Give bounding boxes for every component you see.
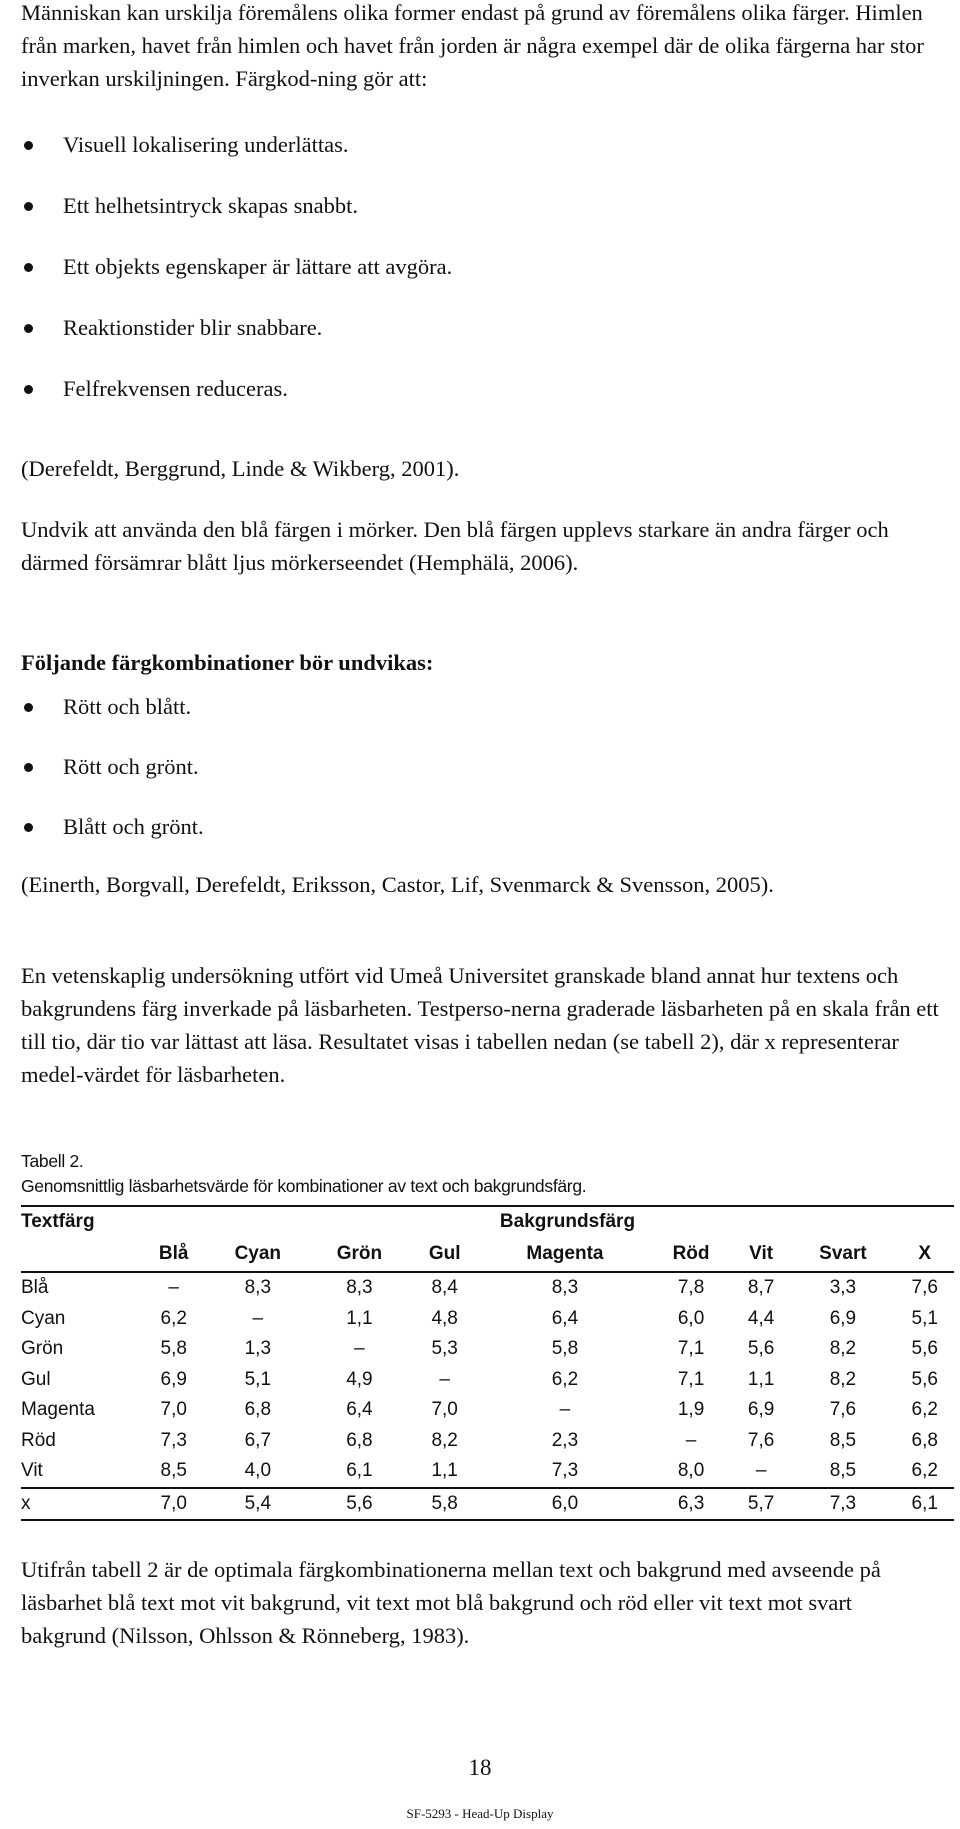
table-cell: 8,2 xyxy=(829,1338,857,1360)
list-item: Visuell lokalisering underlättas. xyxy=(21,128,941,189)
column-header: Gul xyxy=(410,1237,480,1272)
row-label: Magenta xyxy=(21,1399,95,1421)
table-cell: 6,0 xyxy=(677,1307,705,1329)
list-item: Blått och grönt. xyxy=(21,810,941,843)
table-cell: 3,3 xyxy=(829,1277,857,1299)
table-cell: 8,3 xyxy=(551,1277,579,1299)
table-cell: 6,2 xyxy=(911,1460,938,1482)
table-cell: 7,6 xyxy=(747,1429,775,1451)
table-row xyxy=(21,1334,954,1365)
table-cell: 8,0 xyxy=(677,1460,705,1482)
column-header: X xyxy=(895,1237,954,1272)
table-cell: 8,4 xyxy=(431,1277,458,1299)
table-cell: 6,9 xyxy=(829,1307,857,1329)
table-cell: 4,9 xyxy=(346,1368,373,1390)
table-cell: – xyxy=(168,1277,179,1299)
table-cell: – xyxy=(685,1429,697,1451)
table-cell: 6,8 xyxy=(911,1429,938,1451)
table-cell: 6,4 xyxy=(551,1307,579,1329)
table-cell: 5,3 xyxy=(431,1338,458,1360)
table-cell: 6,9 xyxy=(160,1368,187,1390)
table-cell: 4,4 xyxy=(747,1307,775,1329)
table-row xyxy=(21,1456,954,1488)
table-cell: 6,7 xyxy=(244,1429,272,1451)
table-cell: 7,6 xyxy=(829,1399,857,1421)
table-cell: 6,1 xyxy=(346,1460,373,1482)
table-cell: 6,2 xyxy=(551,1368,579,1390)
table-cell: 5,8 xyxy=(410,1488,480,1521)
column-header: Magenta xyxy=(480,1237,651,1272)
row-label: Vit xyxy=(21,1460,43,1482)
table-cell: 6,4 xyxy=(346,1399,373,1421)
table-cell: 7,3 xyxy=(551,1460,579,1482)
table-cell: 7,0 xyxy=(160,1399,187,1421)
table-cell: 5,8 xyxy=(551,1338,579,1360)
table-cell: 5,6 xyxy=(747,1338,775,1360)
table-cell: 7,1 xyxy=(677,1368,705,1390)
table-cell: 5,8 xyxy=(160,1338,187,1360)
table-average-row xyxy=(21,1488,954,1521)
table-cell: 1,1 xyxy=(346,1307,373,1329)
table-cell: 6,8 xyxy=(244,1399,272,1421)
intro-paragraph: Människan kan urskilja föremålens olika former endast på grund av föremålens olika färger. Himlen från marken, havet från himlen och havet från jorden är några exempel där de olika färgerna har stor inverkan urskiljningen. Färgkod-ning gör att: xyxy=(21,0,924,91)
table-cell: 5,6 xyxy=(309,1488,409,1521)
table-cell: 8,2 xyxy=(431,1429,458,1451)
table-cell: 5,4 xyxy=(206,1488,309,1521)
row-label: Röd xyxy=(21,1429,56,1451)
table-cell: – xyxy=(252,1307,264,1329)
table-cell: 7,3 xyxy=(790,1488,895,1521)
table-cell: 4,0 xyxy=(244,1460,272,1482)
table-cell: 1,9 xyxy=(677,1399,705,1421)
combinations-heading: Följande färgkombinationer bör undvikas: xyxy=(21,650,434,675)
row-header: Textfärg xyxy=(21,1206,141,1237)
table-cell: 6,2 xyxy=(160,1307,187,1329)
row-label: Grön xyxy=(21,1338,64,1360)
table-cell: 6,0 xyxy=(480,1488,651,1521)
list-item: Rött och grönt. xyxy=(21,750,941,810)
table-label: Tabell 2. xyxy=(21,1151,84,1171)
avoid-combinations-list xyxy=(21,690,941,843)
study-paragraph: En vetenskaplig undersökning utfört vid Umeå Universitet granskade bland annat hur textens och bakgrundens färg inverkade på läsbarheten. Testperso-nerna graderade läsbarheten på en skala från ett till tio, där tio var lättast att läsa. Resultatet visas i tabellen nedan (se tabell 2), där x representerar medel-värdet för läsbarheten. xyxy=(21,963,939,1087)
column-header-row xyxy=(21,1237,954,1272)
table-cell: – xyxy=(559,1399,571,1421)
table-row xyxy=(21,1426,954,1457)
list-item: Ett helhetsintryck skapas snabbt. xyxy=(21,189,941,250)
page-number: 18 xyxy=(468,1755,492,1780)
intro-citation: (Derefeldt, Berggrund, Linde & Wikberg, 2001). xyxy=(21,456,460,481)
table-cell: – xyxy=(755,1460,767,1482)
column-header: Vit xyxy=(732,1237,790,1272)
list-item: Ett objekts egenskaper är lättare att avgöra. xyxy=(21,250,941,311)
table-body xyxy=(21,1272,954,1520)
row-label: x xyxy=(21,1488,141,1521)
table-cell: 6,9 xyxy=(747,1399,775,1421)
table-cell: 5,7 xyxy=(732,1488,790,1521)
list-item: Felfrekvensen reduceras. xyxy=(21,372,941,405)
table-cell: 8,5 xyxy=(160,1460,187,1482)
column-header: Svart xyxy=(790,1237,895,1272)
table-cell: 7,6 xyxy=(911,1277,938,1299)
table-cell: – xyxy=(439,1368,450,1390)
column-header: Blå xyxy=(141,1237,206,1272)
table-cell: 7,8 xyxy=(677,1277,705,1299)
readability-table xyxy=(21,1205,954,1521)
table-cell: – xyxy=(354,1338,365,1360)
table-cell: 8,5 xyxy=(829,1460,857,1482)
table-header-row xyxy=(21,1206,954,1237)
color-coding-benefits-list xyxy=(21,128,941,405)
table-caption: Genomsnittlig läsbarhetsvärde för kombinationer av text och bakgrundsfärg. xyxy=(21,1176,587,1196)
table-cell: 1,1 xyxy=(431,1460,458,1482)
table-row xyxy=(21,1365,954,1396)
table-cell: 2,3 xyxy=(551,1429,579,1451)
table-cell: 5,6 xyxy=(911,1338,938,1360)
table-cell: 1,3 xyxy=(244,1338,272,1360)
combinations-citation: (Einerth, Borgvall, Derefeldt, Eriksson, Castor, Lif, Svenmarck & Svensson, 2005). xyxy=(21,872,774,897)
table-cell: 5,1 xyxy=(911,1307,938,1329)
table-cell: 8,7 xyxy=(747,1277,775,1299)
row-label: Blå xyxy=(21,1277,49,1299)
table-cell: 5,1 xyxy=(244,1368,272,1390)
table-cell: 7,1 xyxy=(677,1338,705,1360)
table-cell: 8,5 xyxy=(829,1429,857,1451)
table-cell: 6,8 xyxy=(346,1429,373,1451)
table-row xyxy=(21,1272,954,1304)
column-header: Cyan xyxy=(206,1237,309,1272)
table-cell: 1,1 xyxy=(747,1368,775,1390)
table-row xyxy=(21,1395,954,1426)
table-cell: 6,2 xyxy=(911,1399,938,1421)
column-header: Grön xyxy=(309,1237,409,1272)
table-row xyxy=(21,1304,954,1335)
row-label: Gul xyxy=(21,1368,51,1390)
table-cell: 7,0 xyxy=(141,1488,206,1521)
blue-warning-paragraph: Undvik att använda den blå färgen i mörker. Den blå färgen upplevs starkare än andra färger och därmed försämrar blått ljus mörkerseendet (Hemphälä, 2006). xyxy=(21,517,889,575)
table-cell: 8,3 xyxy=(346,1277,373,1299)
conclusion-paragraph: Utifrån tabell 2 är de optimala färgkombinationerna mellan text och bakgrund med avseende på läsbarhet blå text mot vit bakgrund, vit text mot blå bakgrund och röd eller vit text mot svart bakgrund (Nilsson, Ohlsson & Rönneberg, 1983). xyxy=(21,1557,881,1648)
table-cell: 5,6 xyxy=(911,1368,938,1390)
document-footer: SF-5293 - Head-Up Display xyxy=(406,1806,554,1821)
list-item: Reaktionstider blir snabbare. xyxy=(21,311,941,372)
column-header: Röd xyxy=(650,1237,732,1272)
table-cell: 6,1 xyxy=(895,1488,954,1521)
table-cell: 7,0 xyxy=(431,1399,458,1421)
group-header: Bakgrundsfärg xyxy=(141,1206,954,1237)
table-cell: 7,3 xyxy=(160,1429,187,1451)
table-cell: 6,3 xyxy=(650,1488,732,1521)
table-cell: 4,8 xyxy=(431,1307,458,1329)
row-label: Cyan xyxy=(21,1307,66,1329)
table-cell: 8,2 xyxy=(829,1368,857,1390)
table-cell: 8,3 xyxy=(244,1277,272,1299)
list-item: Rött och blått. xyxy=(21,690,941,750)
